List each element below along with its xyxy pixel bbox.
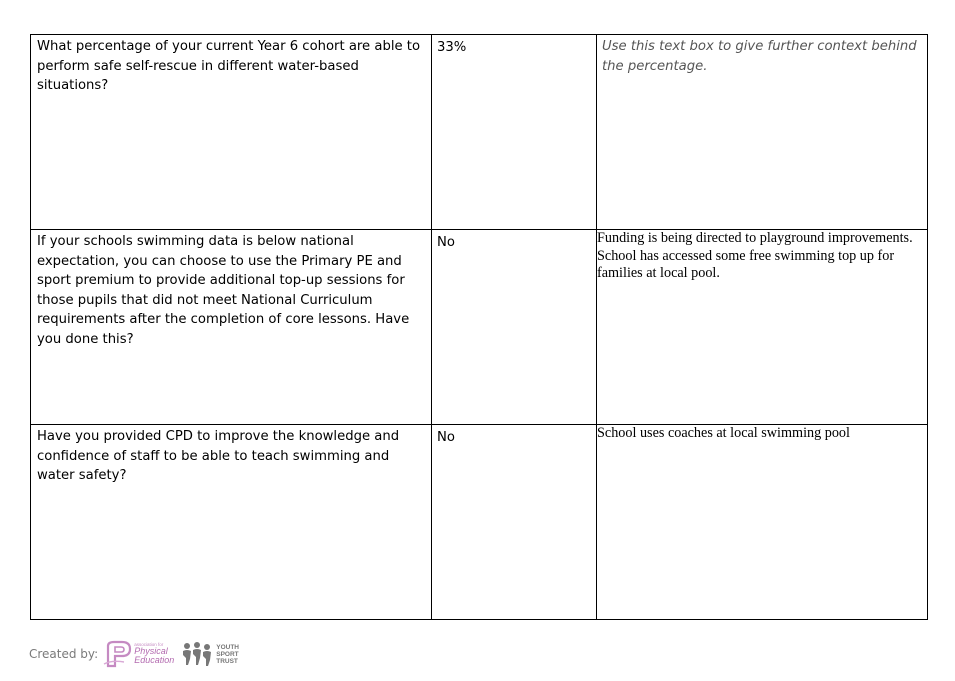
yst-logo	[180, 641, 239, 667]
table-row	[31, 425, 928, 620]
afpe-logo-small-text: association for	[134, 641, 164, 647]
context-line: Funding is being directed to playground improvements.	[597, 230, 913, 246]
swimming-data-table	[30, 34, 928, 620]
context-line: School has accessed some free swimming top up for families at local pool.	[597, 247, 895, 281]
table-row	[31, 35, 928, 230]
context-cell[interactable]	[597, 425, 928, 620]
yst-logo-line3: TRUST	[216, 657, 238, 665]
table-row	[31, 230, 928, 425]
question-text: What percentage of your current Year 6 cohort are able to perform safe self-rescue in different water-based situations?	[37, 39, 421, 93]
question-text: If your schools swimming data is below national expectation, you can choose to use the Primary PE and sport premium to provide additional top-up sessions for those pupils that did not meet National Curriculum requirements after the completion of core lessons. Have you done this?	[37, 234, 410, 347]
context-placeholder-text[interactable]: Use this text box to give further context behind the percentage.	[602, 39, 917, 74]
question-text: Have you provided CPD to improve the knowledge and confidence of staff to be able to teach swimming and water safety?	[37, 429, 400, 483]
answer-cell[interactable]	[432, 230, 597, 425]
afpe-logo-line2: Education	[134, 655, 175, 666]
answer-cell[interactable]	[432, 35, 597, 230]
context-line: School uses coaches at local swimming pool	[597, 425, 850, 441]
answer-text[interactable]: 33%	[437, 40, 467, 55]
afpe-logo	[102, 640, 174, 668]
yst-logo-line1: YOUTH	[216, 643, 239, 651]
afpe-logo-icon	[102, 640, 134, 668]
question-cell	[31, 230, 432, 425]
context-cell[interactable]	[597, 230, 928, 425]
footer	[29, 640, 239, 668]
afpe-logo-line1: Physical	[134, 646, 168, 657]
context-text[interactable]	[597, 230, 927, 283]
answer-text[interactable]: No	[437, 235, 455, 250]
yst-figures-icon	[180, 641, 214, 667]
question-cell	[31, 425, 432, 620]
context-text[interactable]	[597, 425, 927, 443]
yst-logo-line2: SPORT	[216, 650, 239, 658]
created-by-label: Created by:	[29, 647, 99, 661]
answer-text[interactable]: No	[437, 430, 455, 445]
question-cell	[31, 35, 432, 230]
context-cell[interactable]	[597, 35, 928, 230]
answer-cell[interactable]	[432, 425, 597, 620]
